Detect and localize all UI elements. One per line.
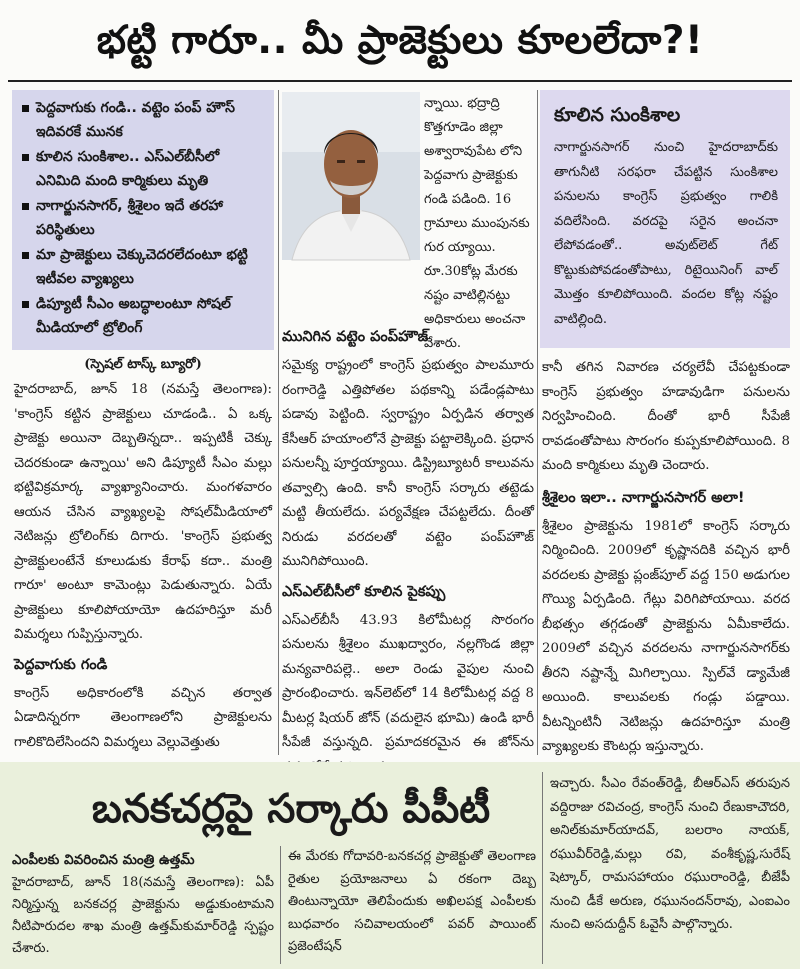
- bottom-column-1: [12, 848, 274, 966]
- highlight-item: పెద్దవాగుకు గండి.. వట్టెం పంప్ హౌస్ ఇదివరకే మునక: [22, 96, 266, 144]
- bottom-column-2-text: ఈ మేరకు గోదావరి-బనకచర్ల ప్రాజెక్టుతో తెలంగాణ రైతుల ప్రయోజనాలు ఏ రకంగా దెబ్బ తింటున్నాయో తెలిపేందుకు అఖిలపక్ష ఎంపీలకు బుధవారం సచివాలయంలో పవర్ పాయింట్ ప్రజెంటేషన్: [288, 849, 536, 954]
- bottom-column-3: [550, 772, 790, 966]
- portrait-photo-icon: [282, 92, 420, 260]
- subhead-vattem: మునిగిన వట్టెం పంప్‌హౌజ్: [282, 329, 429, 345]
- bullet-icon: [22, 203, 29, 210]
- bullet-icon: [22, 105, 29, 112]
- sunkishala-box: [540, 90, 790, 348]
- column-divider: [537, 90, 538, 755]
- bullet-icon: [22, 252, 29, 259]
- bottom-headline: బనకచర్లపై సర్కారు పీపీటీ: [91, 786, 491, 832]
- column-2-top: [424, 92, 534, 351]
- column-3: [542, 356, 790, 757]
- column-1: [14, 352, 272, 757]
- highlights-box: [12, 90, 274, 350]
- highlight-item: మా ప్రాజెక్టులు చెక్కుచెదరలేదంటూ భట్టి ఇటీవల వ్యాఖ్యలు: [22, 243, 266, 291]
- column-2: [282, 320, 534, 757]
- column-1-body-2: కాంగ్రెస్ అధికారంలోకి వచ్చిన తర్వాత ఏడాదిన్నరగా తెలంగాణలోని ప్రాజెక్టులను గాలికొదిలేసిందని విమర్శలు వెల్లువెత్తుతు: [14, 685, 272, 750]
- column-3-body-1: కానీ తగిన నివారణ చర్యలేవీ చేపట్టకుండా కాంగ్రెస్ ప్రభుత్వం హడావుడిగా పనులను నిర్వహించింది. దీంతో భారీ సీపేజీ రావడంతోపాటు సొరంగం కుప్పకూలిపోయింది. 8 మంది కార్మికులు మృతి చెందారు.: [542, 360, 790, 473]
- sunkishala-title: కూలిన సుంకిశాల: [554, 104, 681, 126]
- column-2-top-text: న్నాయి. భద్రాద్రి కొత్తగూడెం జిల్లా అశ్వారావుపేట లోని పెద్దవాగు ప్రాజెక్టుకు గండి పడింది. 16 గ్రామాలు ముంపునకు గుర య్యాయి. రూ.30కోట్ల మేరకు నష్టం వాటిల్లినట్టు అధికారులు అంచనా వేశారు.: [424, 96, 530, 351]
- bullet-icon: [22, 301, 29, 308]
- highlight-item: నాగార్జునసాగర్, శ్రీశైలం ఇదే తరహా పరిస్థితులు: [22, 194, 266, 242]
- highlight-item: కూలిన సుంకిశాల.. ఎస్ఎల్‌బీసీలో ఎనిమిది మంది కార్మికులు మృతి: [22, 145, 266, 193]
- sunkishala-body: నాగార్జునసాగర్ నుంచి హైదరాబాద్‌కు తాగునీటి సరఫరా చేపట్టిన సుంకిశాల పనులను కాంగ్రెస్ ప్రభుత్వం గాలికి వదిలేసింది. వరదపై సరైన అంచనా లేపోవడంతో.. అవుట్‌లెట్ గేట్ కొట్టుకుపోవడంతోపాటు, రిటైయినింగ్ వాల్ మొత్తం కూలిపోయింది. వందల కోట్ల నష్టం వాటిల్లింది.: [554, 140, 778, 327]
- column-2-body-1: సమైక్య రాష్ట్రంలో కాంగ్రెస్ ప్రభుత్వం పాలమూరు రంగారెడ్డి ఎత్తిపోతల పథకాన్ని పడేండ్లపాటు పడావు పెట్టింది. స్వరాష్ట్రం ఏర్పడిన తర్వాత కేసీఆర్ హయాంలోనే ప్రాజెక్టు పట్టాలెక్కింది. ప్రధాన పనులన్నీ పూర్తయ్యాయి. డిస్ట్రిబ్యూటరీ కాలువను తవ్వాల్సి ఉంది. కానీ కాంగ్రెస్ సర్కారు తట్టెడు మట్టి తీయలేదు. పర్యవేక్షణ చేపట్టలేదు. దీంతో నిరుడు వరదలతో వట్టెం పంప్‌హౌజ్ మునిగిపోయింది.: [282, 358, 534, 569]
- column-1-body: హైదరాబాద్, జూన్ 18 (నమస్తే తెలంగాణ): 'కాంగ్రెస్ కట్టిన ప్రాజెక్టులు చూడండి.. ఏ ఒక్క ప్రాజెక్టు అయినా దెబ్బతిన్నదా.. ఇప్పటికీ చెక్కు చెదరకుండా ఉన్నాయి' అని డిప్యూటీ సీఎం మల్లు భట్టివిక్రమార్క వ్యాఖ్యానించారు. మంగళవారం ఆయన చేసిన వ్యాఖ్యలపై సోషల్‌మీడియాలో నెటిజన్లు ట్రోలింగ్‌కు దిగారు. 'కాంగ్రెస్ ప్రభుత్వ ప్రాజెక్టులంటేనే కూలుడుకు కేరాఫ్ కదా.. మంత్రి గారూ' అంటూ కామెంట్లు పెడుతున్నారు. ఏయే ప్రాజెక్టులు కూలిపోయాయో ఉదహరిస్తూ మరీ విమర్శలు గుప్పిస్తున్నారు.: [14, 382, 272, 642]
- bottom-column-1-text: హైదరాబాద్, జూన్ 18(నమస్తే తెలంగాణ): ఏపీ నిర్మిస్తున్న బనకచర్ల ప్రాజెక్టును అడ్డుకుంటామని నీటిపారుదల శాఖ మంత్రి ఉత్తమ్‌కుమార్‌రెడ్డి స్పష్టం చేశారు.: [12, 875, 274, 956]
- column-divider: [278, 90, 279, 755]
- subhead-slbc: ఎస్ఎల్‌బీసీలో కూలిన పైకప్పు: [282, 583, 446, 600]
- bottom-column-2: [288, 846, 536, 966]
- bullet-icon: [22, 154, 29, 161]
- bottom-subhead: ఎంపీలకు వివరించిన మంత్రి ఉత్తమ్: [12, 852, 195, 868]
- column-3-body-2: శ్రీశైలం ప్రాజెక్టును 1981లో కాంగ్రెస్ సర్కారు నిర్మించింది. 2009లో కృష్ణానదికి వచ్చిన భారీ వరదలకు ప్రాజెక్టు ప్లంజ్‌పూల్ వద్ద 150 అడుగుల గొయ్యి ఏర్పడింది. గేట్లు విరిగిపోయాయి. వరద బీభత్సం తగ్గడంతో ప్రాజెక్టును ఏమీకాలేదు. 2009లో వచ్చిన వరదలను నాగార్జునసాగర్‌కు తీరని నష్టాన్నే మిగిల్చాయి. స్పిల్‌వే డ్యామేజీ అయింది. కాలువలకు గండ్లు పడ్డాయి. వీటన్నింటినీ నెటిజన్లు ఉదహరిస్తూ మంత్రి వ్యాఖ్యలకు కౌంటర్లు ఇస్తున్నారు.: [542, 518, 790, 754]
- byline: (స్పెషల్ టాస్క్ బ్యూరో): [84, 357, 202, 372]
- bottom-column-3-text: ఇచ్చారు. సీఎం రేవంత్‌రెడ్డి, బీఆర్‌ఎస్ తరుపున వద్దిరాజు రవిచంద్ర, కాంగ్రెస్ నుంచి రేణుకాచౌదరి, అనిల్‌కుమార్‌యాదవ్, బలరాం నాయక్, రఘువీర్‌రెడ్డి,మల్లు రవి, వంశీకృష్ణ,సురేష్ షెట్కార్, రామసహాయం రఘురాంరెడ్డి, బీజేపీ నుంచి డీకే అరుణ, రఘునందన్‌రావు, ఎంఐఎం నుంచి అసదుద్దీన్ ఓవైసీ పాల్గొన్నారు.: [550, 776, 790, 932]
- column-divider: [542, 772, 543, 964]
- subhead-peddavagu: పెద్దవాగుకు గండి: [14, 656, 108, 673]
- subhead-srisailam: శ్రీశైలం ఇలా.. నాగార్జునసాగర్ అలా!: [542, 489, 745, 506]
- headline-rule: [8, 80, 792, 82]
- highlight-item: డిప్యూటీ సీఎం అబద్ధాలంటూ సోషల్ మీడియాలో ట్రోలింగ్: [22, 292, 266, 340]
- portrait-photo: [282, 92, 420, 260]
- headline: భట్టి గారూ.. మీ ప్రాజెక్టులు కూలలేదా?!: [96, 18, 704, 63]
- column-2-body-2: ఎస్ఎల్‌బీసీ 43.93 కిలోమీటర్ల సొరంగం పనులను శ్రీశైలం ముఖద్వారం, నల్లగొండ జిల్లా మన్యవారిపల్లె.. అలా రెండు వైపుల నుంచి ప్రారంభించారు. ఇన్‌లెట్‌లో 14 కిలోమీటర్ల వద్ద 8 మీటర్ల షియర్ జోన్ (వదులైన భూమి) ఉండి భారీ సీపేజీ వస్తున్నది. ప్రమాదకరమైన ఈ జోన్‌ను: [282, 612, 534, 750]
- column-divider: [280, 846, 281, 964]
